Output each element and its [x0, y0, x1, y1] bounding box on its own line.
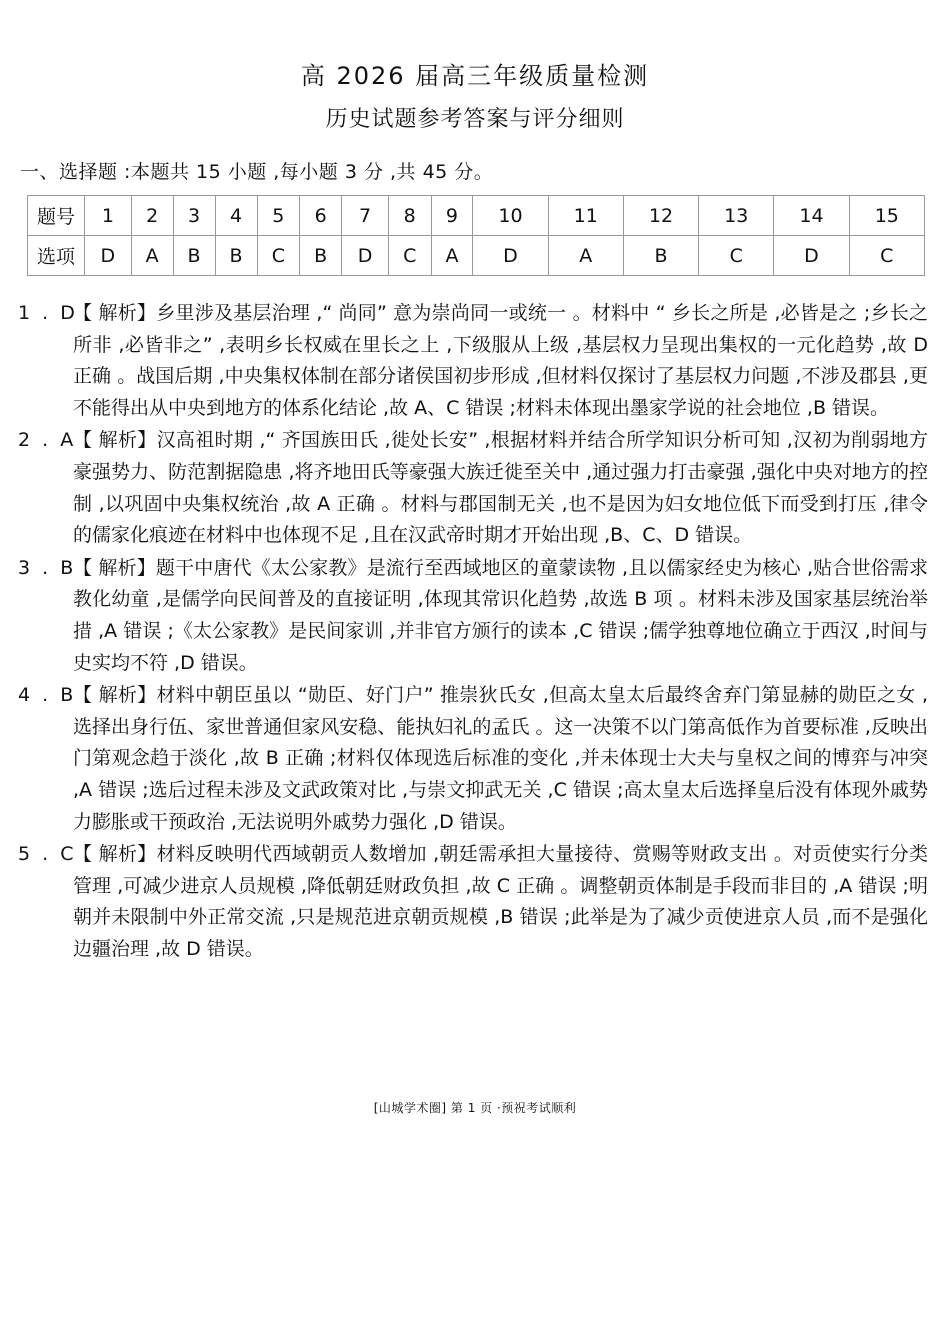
item-text: 【 解析】汉高祖时期 ,“ 齐国族田氏 ,徙处长安” ,根据材料并结合所学知识分析可知 ,汉初为削弱地方豪强势力、防范割据隐患 ,将齐地田氏等豪强大族迁徙至关中 ,通过强力打击豪强 ,强化中央对地方的控制 ,以巩固中央集权统治 ,故 A 正确 。材料与郡国制无关 ,也不是因为妇女地位低下而受到打压 ,律令的儒家化痕迹在材料中也体现不足 ,且在汉武帝时期才开始出现 ,B、C、D 错误。	[73, 429, 928, 547]
question-number: 13	[699, 196, 774, 236]
question-number: 9	[431, 196, 473, 236]
explanation-item	[18, 425, 928, 551]
document-subtitle: 历史试题参考答案与评分细则	[325, 107, 625, 132]
explanation-item	[18, 553, 928, 679]
item-text: 【 解析】题干中唐代《太公家教》是流行至西域地区的童蒙读物 ,且以儒家经史为核心 ,贴合世俗需求教化幼童 ,是儒学向民间普及的直接证明 ,体现其常识化趋势 ,故选 B 项 。材料未涉及国家基层统治举措 ,A 错误 ;《太公家教》是民间家训 ,并非官方颁行的读本 ,C 错误 ;儒学独尊地位确立于西汉 ,时间与史实均不符 ,D 错误。	[73, 556, 928, 674]
item-text: 【 解析】材料反映明代西域朝贡人数增加 ,朝廷需承担大量接待、赏赐等财政支出 。对贡使实行分类管理 ,可减少进京人员规模 ,降低朝廷财政负担 ,故 C 正确 。调整朝贡体制是手段而非目的 ,A 错误 ;明朝并未限制中外正常交流 ,只是规范进京朝贡规模 ,B 错误 ;此举是为了减少贡使进京人员 ,而不是强化边疆治理 ,故 D 错误。	[73, 843, 928, 960]
answer-option: C	[849, 236, 924, 276]
answer-option: D	[342, 236, 389, 276]
answer-option: C	[699, 236, 774, 276]
question-number: 10	[473, 196, 548, 236]
explanation-item	[18, 298, 928, 424]
answer-option: D	[774, 236, 849, 276]
answer-table-answer-row	[28, 236, 925, 276]
item-number: 3 . B	[18, 556, 77, 579]
answer-option: C	[388, 236, 431, 276]
question-number: 3	[173, 196, 215, 236]
answer-option: A	[131, 236, 173, 276]
question-number: 6	[300, 196, 342, 236]
explanation-item	[18, 680, 928, 838]
answer-option: B	[215, 236, 257, 276]
question-number: 12	[623, 196, 698, 236]
question-number: 15	[849, 196, 924, 236]
question-number: 1	[85, 196, 132, 236]
row-label-answer: 选项	[28, 236, 85, 276]
answer-option: B	[173, 236, 215, 276]
question-number: 11	[548, 196, 623, 236]
item-number: 2 . A	[18, 429, 77, 452]
section-heading: 一、选择题 :本题共 15 小题 ,每小题 3 分 ,共 45 分。	[20, 161, 494, 183]
question-number: 5	[257, 196, 300, 236]
answer-option: B	[623, 236, 698, 276]
item-number: 1 . D	[18, 302, 78, 324]
question-number: 4	[215, 196, 257, 236]
item-text: 【 解析】材料中朝臣虽以 “勋臣、好门户” 推崇狄氏女 ,但高太皇太后最终舍弃门第显赫的勋臣之女 ,选择出身行伍、家世普通但家风安稳、能执妇礼的孟氏 。这一决策不以门第高低作为首要标准 ,反映出门第观念趋于淡化 ,故 B 正确 ;材料仅体现选后标准的变化 ,并未体现士大夫与皇权之间的博弈与冲突 ,A 错误 ;选后过程未涉及文武政策对比 ,与崇文抑武无关 ,C 错误 ;高太皇太后选择皇后没有体现外戚势力膨胀或干预政治 ,无法说明外戚势力强化 ,D 错误。	[73, 684, 928, 833]
question-number: 7	[342, 196, 389, 236]
item-text: 【 解析】乡里涉及基层治理 ,“ 尚同” 意为崇尚同一或统一 。材料中 “ 乡长之所是 ,必皆是之 ;乡长之所非 ,必皆非之” ,表明乡长权威在里长之上 ,下级服从上级 ,基层权力呈现出集权的一元化趋势 ,故 D 正确 。战国后期 ,中央集权体制在部分诸侯国初步形成 ,但材料仅探讨了基层权力问题 ,不涉及郡县 ,更不能得出从中央到地方的体系化结论 ,故 A、C 错误 ;材料未体现出墨家学说的社会地位 ,B 错误。	[73, 302, 928, 419]
answer-option: B	[300, 236, 342, 276]
answer-option: A	[431, 236, 473, 276]
row-label-number: 题号	[28, 196, 85, 236]
answer-option: A	[548, 236, 623, 276]
explanation-item	[18, 839, 928, 965]
item-number: 5 . C	[18, 843, 77, 866]
question-number: 14	[774, 196, 849, 236]
answer-table-number-row	[28, 196, 925, 236]
page-footer: [山城学术圈] 第 1 页 ·预祝考试顺利	[373, 1101, 577, 1115]
question-number: 2	[131, 196, 173, 236]
question-number: 8	[388, 196, 431, 236]
answer-option: C	[257, 236, 300, 276]
item-number: 4 . B	[18, 684, 77, 707]
answer-option: D	[85, 236, 132, 276]
answer-option: D	[473, 236, 548, 276]
document-title: 高 2026 届高三年级质量检测	[300, 62, 650, 90]
explanation-list	[18, 298, 928, 966]
answer-table	[27, 195, 925, 276]
